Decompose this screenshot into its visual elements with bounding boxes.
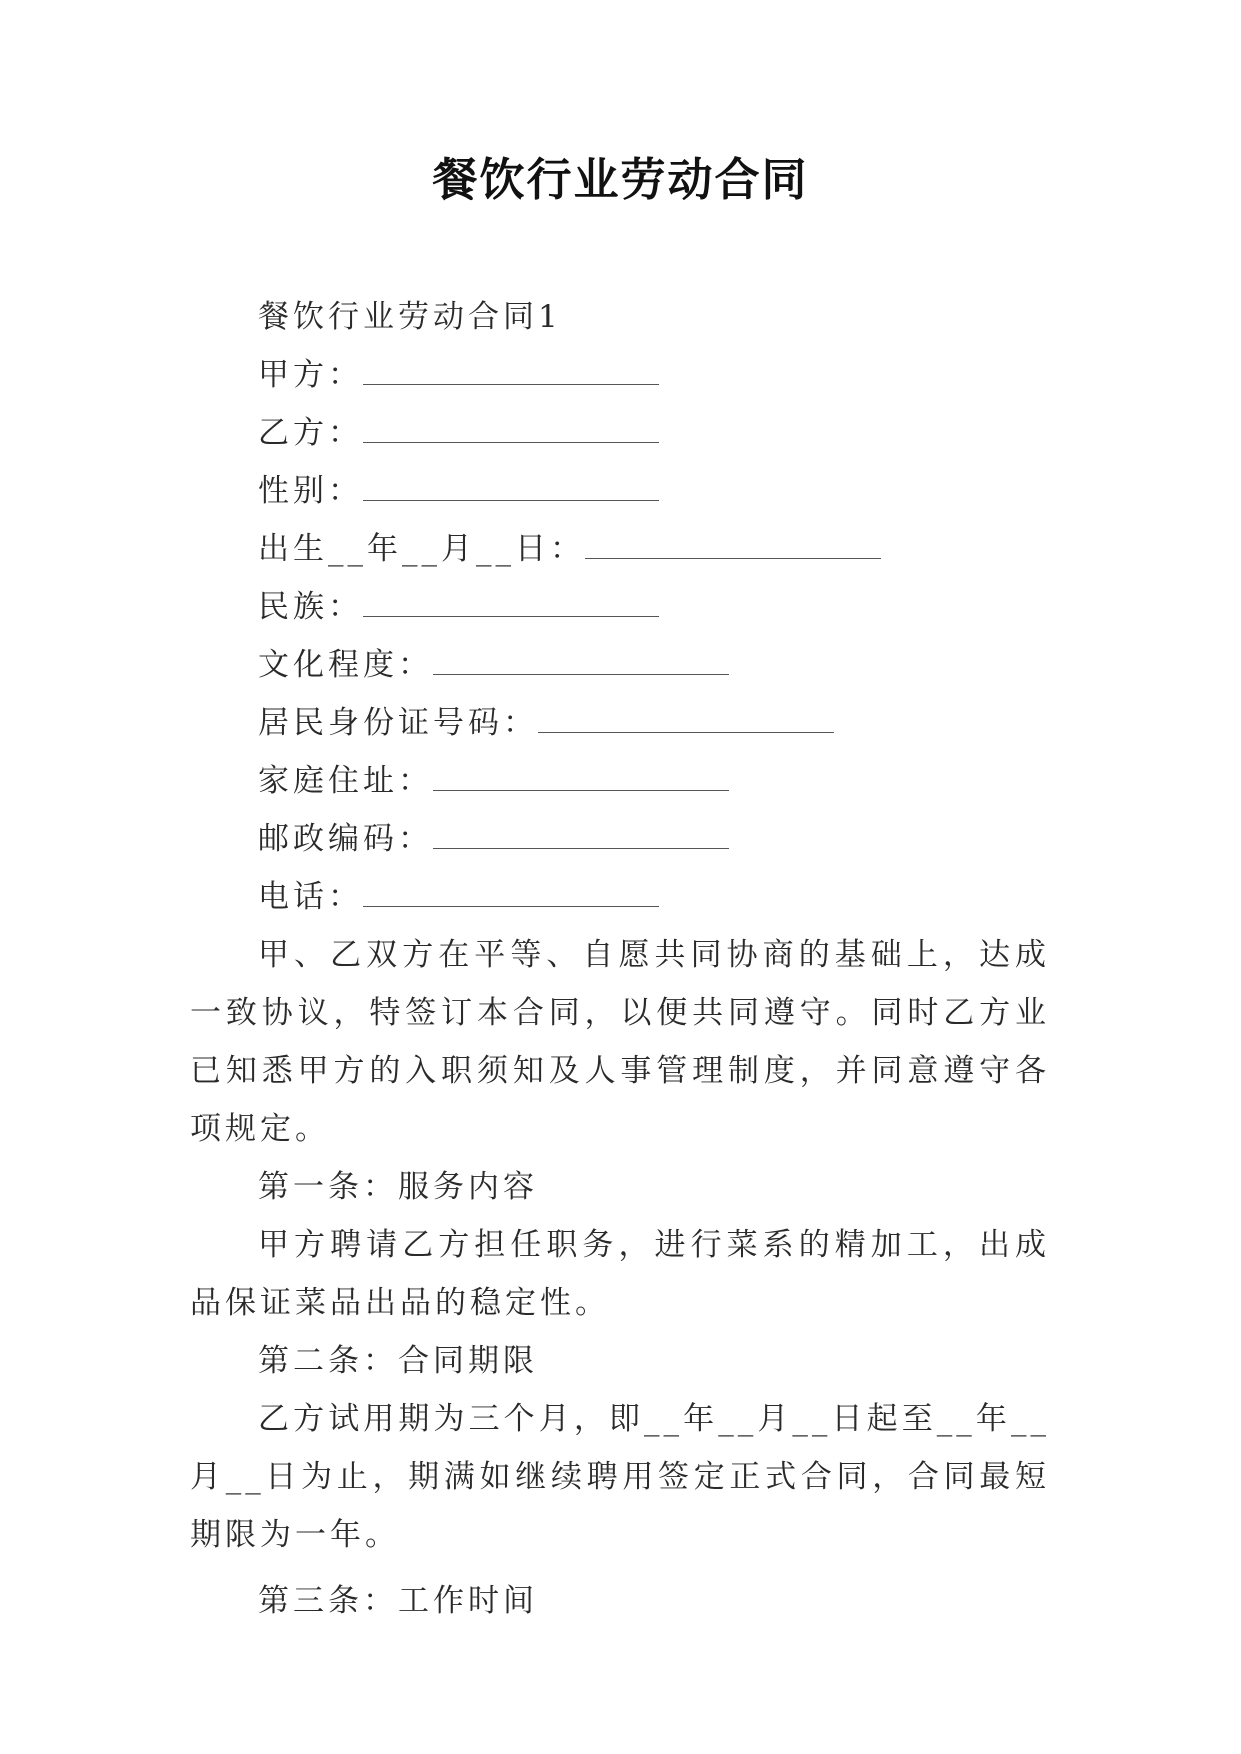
field-label: 性别： <box>258 473 363 509</box>
field-label: 甲方： <box>258 357 363 393</box>
fill-in-blank <box>538 704 834 733</box>
field-postal-code <box>190 810 1050 868</box>
fill-in-blank <box>363 356 659 385</box>
field-label: 家庭住址： <box>258 763 433 799</box>
article-1-heading: 第一条：服务内容 <box>258 1169 538 1205</box>
article-3-heading: 第三条：工作时间 <box>258 1583 538 1619</box>
field-gender <box>190 462 1050 520</box>
field-education <box>190 636 1050 694</box>
fill-in-blank <box>363 414 659 443</box>
field-label: 电话： <box>258 879 363 915</box>
field-birth-date <box>190 520 1050 578</box>
fill-in-blank <box>433 646 729 675</box>
field-ethnicity <box>190 578 1050 636</box>
field-home-address <box>190 752 1050 810</box>
article-2-text: 乙方试用期为三个月，即__年__月__日起至__年__月__日为止，期满如继续聘用签定正式合同，合同最短期限为一年。 <box>190 1401 1050 1553</box>
field-party-a <box>190 346 1050 404</box>
field-label: 出生__年__月__日： <box>258 531 585 567</box>
fill-in-blank <box>363 472 659 501</box>
fill-in-blank <box>585 530 881 559</box>
fill-in-blank <box>363 878 659 907</box>
field-party-b <box>190 404 1050 462</box>
fill-in-blank <box>433 762 729 791</box>
field-label: 邮政编码： <box>258 821 433 857</box>
document-title: 餐饮行业劳动合同 <box>432 153 809 206</box>
field-id-number <box>190 694 1050 752</box>
field-label: 民族： <box>258 589 363 625</box>
field-label: 文化程度： <box>258 647 433 683</box>
fill-in-blank <box>363 588 659 617</box>
spacer <box>190 1564 1050 1572</box>
article-1-text: 甲方聘请乙方担任职务，进行菜系的精加工，出成品保证菜品出品的稳定性。 <box>190 1227 1050 1321</box>
fill-in-blank <box>433 820 729 849</box>
article-2-heading: 第二条：合同期限 <box>258 1343 538 1379</box>
document-body <box>190 288 1050 1630</box>
intro-paragraph: 甲、乙双方在平等、自愿共同协商的基础上，达成一致协议，特签订本合同，以便共同遵守。同时乙方业已知悉甲方的入职须知及人事管理制度，并同意遵守各项规定。 <box>190 937 1050 1147</box>
document-subtitle: 餐饮行业劳动合同1 <box>258 299 562 335</box>
field-label: 居民身份证号码： <box>258 705 538 741</box>
field-phone <box>190 868 1050 926</box>
field-label: 乙方： <box>258 415 363 451</box>
